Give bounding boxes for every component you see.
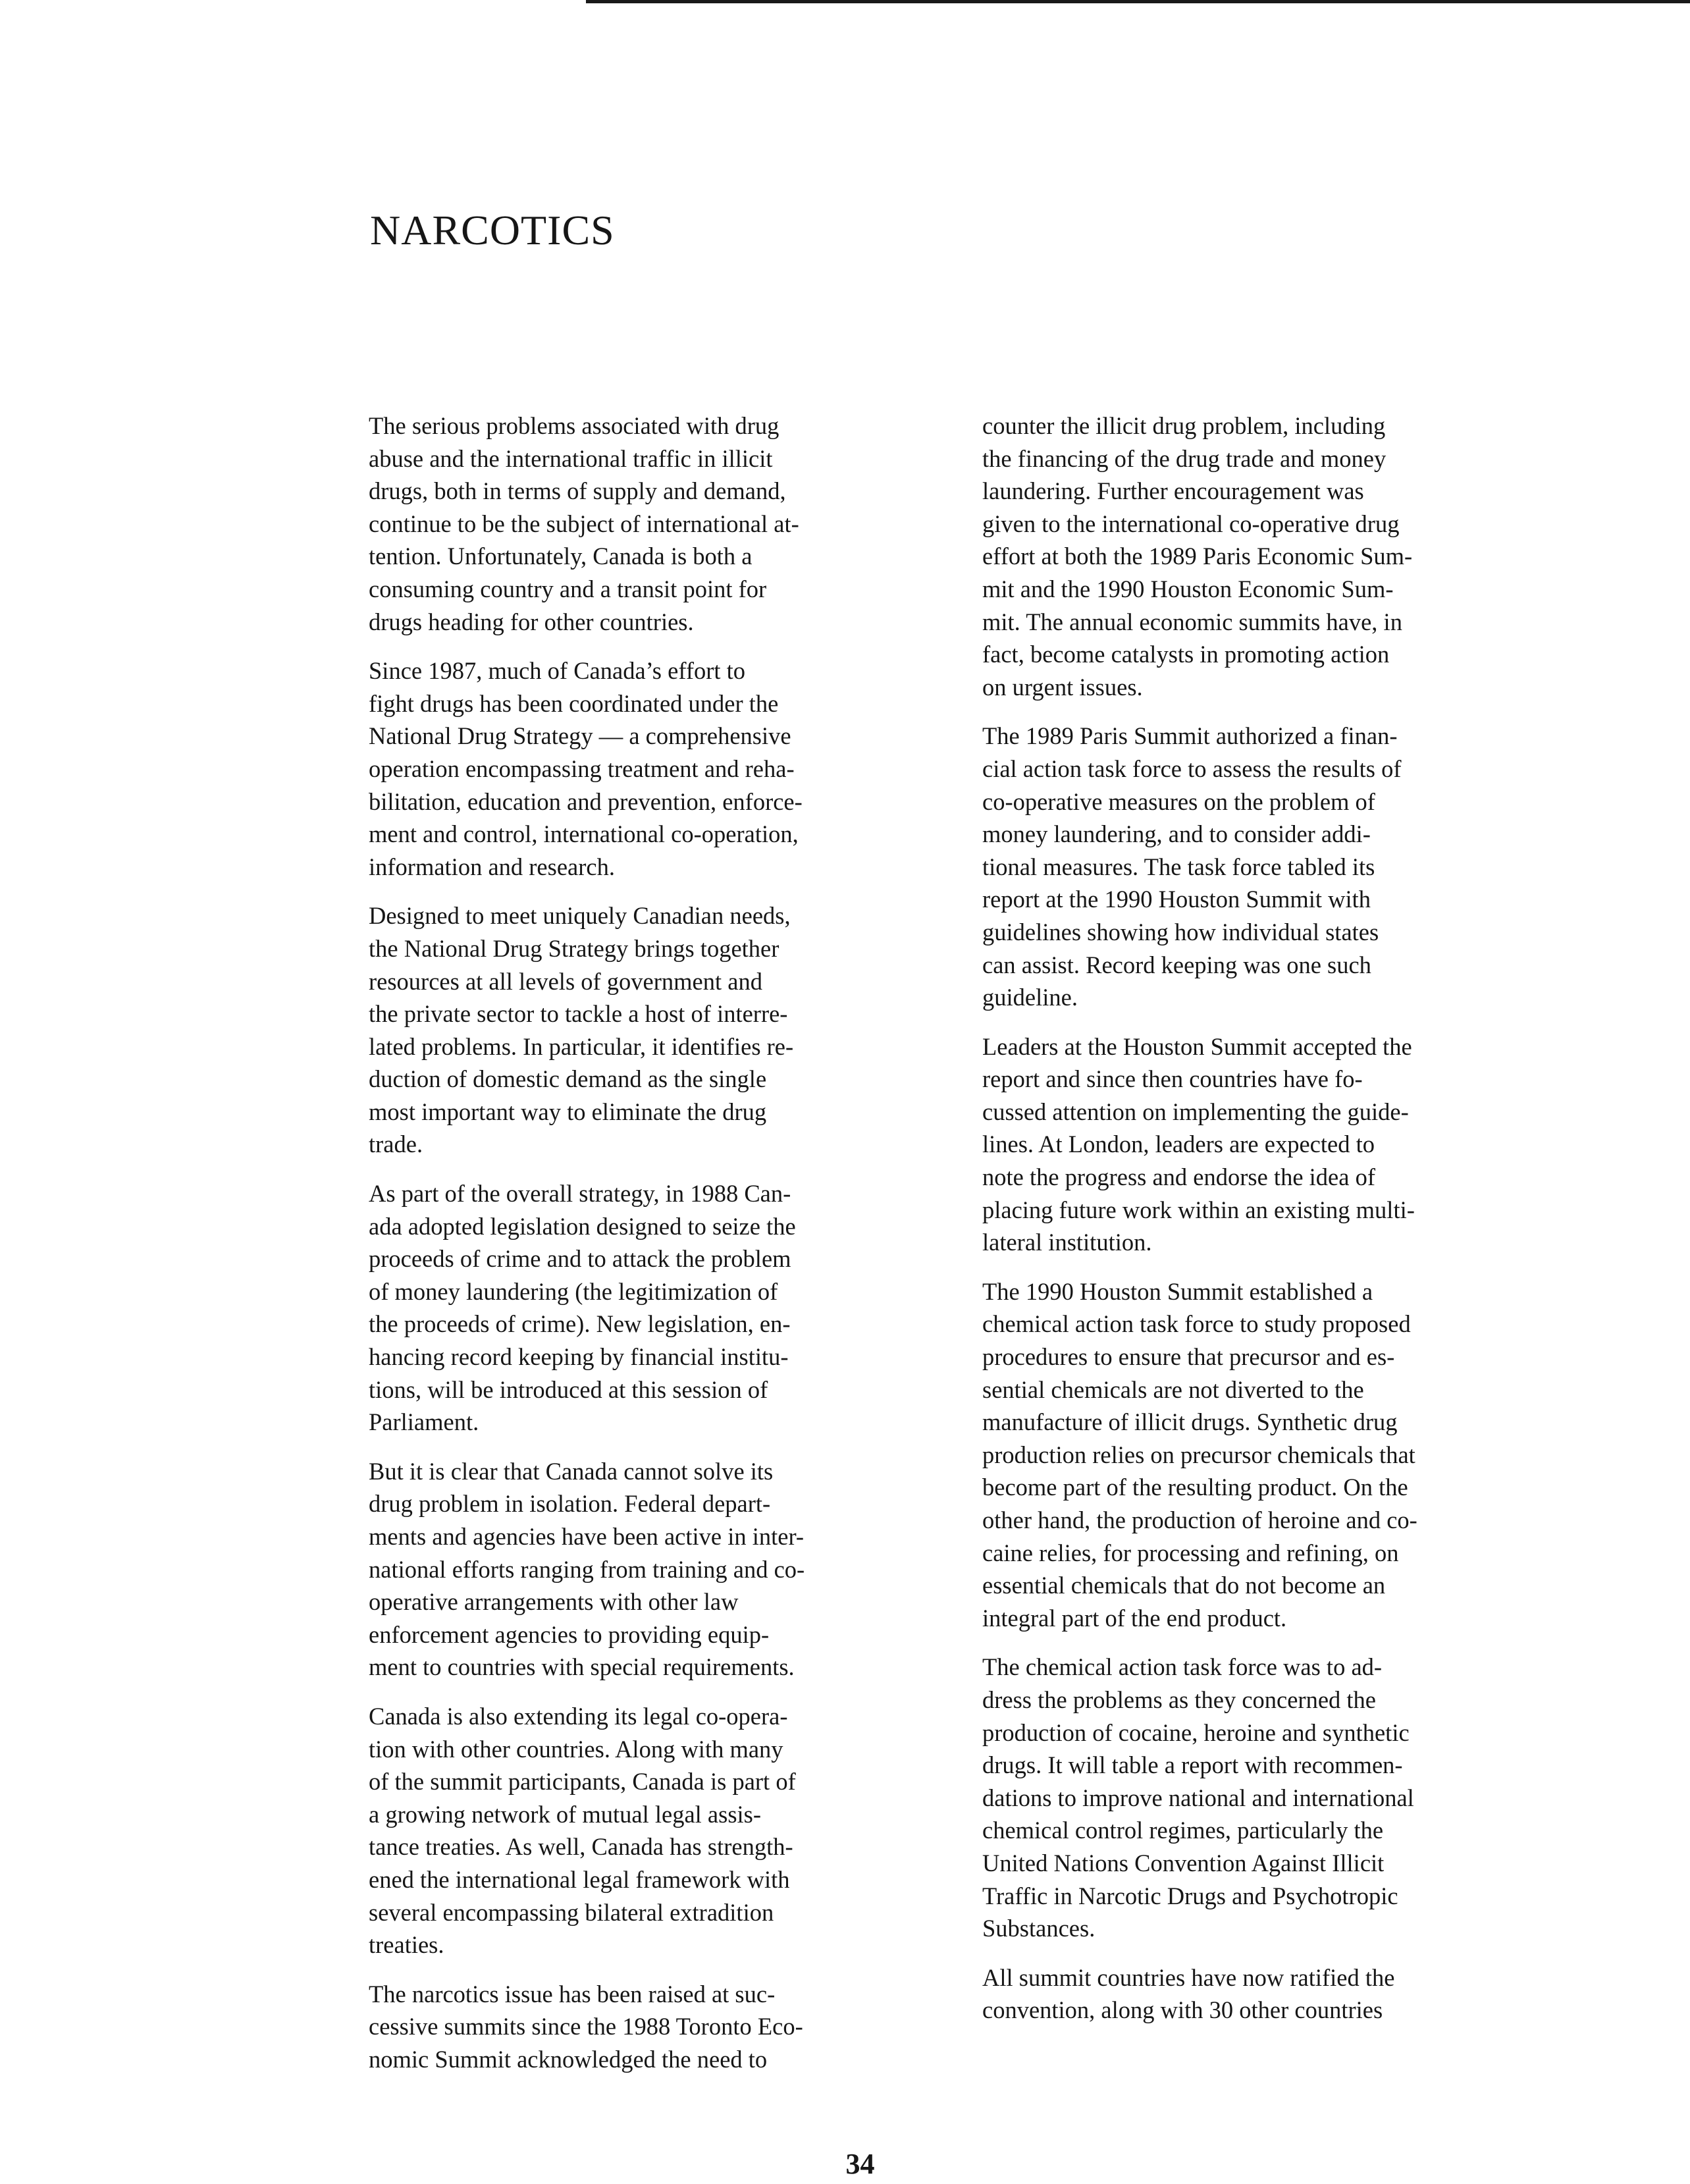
paragraph: Leaders at the Houston Summit accepted the report and since then countries have fo- cussed attention on implementing the guide- lines. At London, leaders are expected to note the progress and endorse the idea of placing future work within an existing multi- lateral institution.: [982, 1032, 1415, 1256]
paragraph: As part of the overall strategy, in 1988 Can- ada adopted legislation designed to seize the proceeds of crime and to attack the problem of money laundering (the legitimization of the proceeds of crime). New legislation, en- hancing record keeping by financial institu- tions, will be introduced at this session of Parliament.: [369, 1180, 796, 1436]
paragraph: The serious problems associated with drug abuse and the international traffic in illicit drugs, both in terms of supply and demand, continue to be the subject of international at- tention. Unfortunately, Canada is both a consuming country and a transit point for drugs heading for other countries.: [369, 412, 799, 635]
page-title: NARCOTICS: [370, 207, 615, 253]
paragraph: Since 1987, much of Canada’s effort to fight drugs has been coordinated under the National Drug Strategy — a comprehensive operation encompassing treatment and reha- bilitation, education and prevention, enforce- ment and control, international co-operation, information and research.: [369, 657, 803, 880]
left-column: [369, 410, 915, 2092]
paragraph: All summit countries have now ratified the convention, along with 30 other countries: [982, 1963, 1395, 2024]
paragraph: The chemical action task force was to ad- dress the problems as they concerned the production of cocaine, heroine and synthetic drugs. It will table a report with recommen- dations to improve national and international chemical control regimes, particularly the United Nations Convention Against Illicit Traffic in Narcotic Drugs and Psychotropic Substances.: [982, 1653, 1414, 1942]
right-column: [982, 410, 1535, 2043]
page-number: [0, 2150, 1690, 2179]
paragraph: The narcotics issue has been raised at suc- cessive summits since the 1988 Toronto Eco- nomic Summit acknowledged the need to: [369, 1980, 803, 2073]
paragraph: Canada is also extending its legal co-opera- tion with other countries. Along with many of the summit participants, Canada is part of a growing network of mutual legal assis- tance treaties. As well, Canada has strength- ened the international legal framework with several encompassing bilateral extradition treaties.: [369, 1702, 796, 1959]
paragraph: The 1989 Paris Summit authorized a finan- cial action task force to assess the results of co-operative measures on the problem of money laundering, and to consider addi- tional measures. The task force tabled its report at the 1990 Houston Summit with guidelines showing how individual states can assist. Record keeping was one such guideline.: [982, 722, 1402, 1011]
paragraph: counter the illicit drug problem, including the financing of the drug trade and money laundering. Further encouragement was given to the international co-operative drug effort at both the 1989 Paris Economic Sum- mit and the 1990 Houston Economic Sum- mit. The annual economic summits have, in fact, become catalysts in promoting action on urgent issues.: [982, 412, 1413, 701]
paragraph: But it is clear that Canada cannot solve its drug problem in isolation. Federal depart- ments and agencies have been active in inter- national efforts ranging from training and co- operative arrangements with other law enforcement agencies to providing equip- ment to countries with special requirements.: [369, 1457, 805, 1681]
top-rule: [586, 0, 1690, 3]
page-number-text: 34: [845, 2148, 875, 2180]
paragraph: Designed to meet uniquely Canadian needs, the National Drug Strategy brings together resources at all levels of government and the private sector to tackle a host of interre- lated problems. In particular, it identifies re- duction of domestic demand as the single most important way to eliminate the drug trade.: [369, 902, 794, 1158]
paragraph: The 1990 Houston Summit established a chemical action task force to study proposed procedures to ensure that precursor and es- sential chemicals are not diverted to the manufacture of illicit drugs. Synthetic drug production relies on precursor chemicals that become part of the resulting product. On the other hand, the production of heroine and co- caine relies, for processing and refining, on essential chemicals that do not become an integral part of the end product.: [982, 1277, 1417, 1632]
